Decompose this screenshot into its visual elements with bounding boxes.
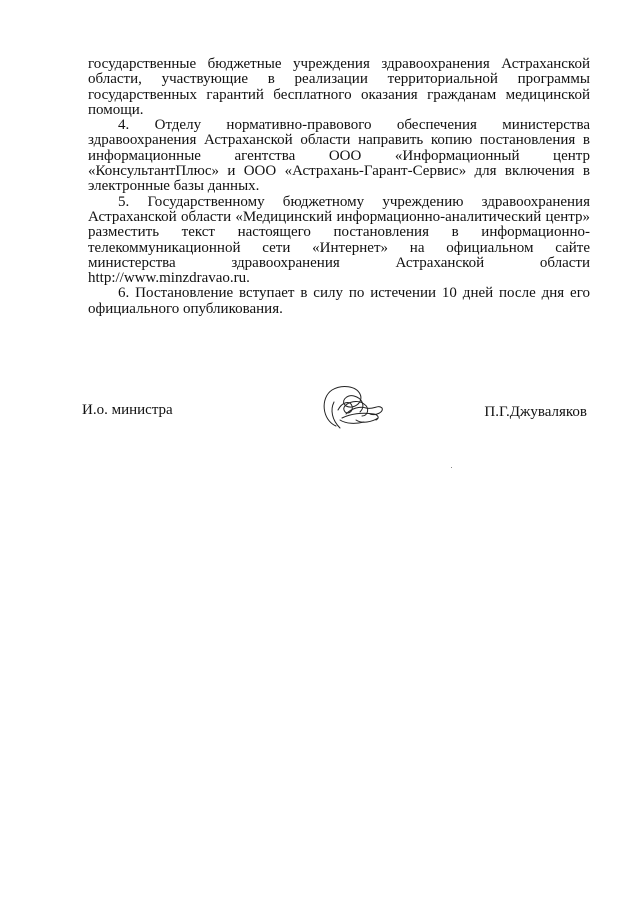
paragraph-item-6: 6. Постановление вступает в силу по истечении 10 дней после дня его официального опубликования. <box>88 285 590 317</box>
paragraph-continuation: государственные бюджетные учреждения здравоохранения Астраханской области, участвующие в реализации территориальной программы государственных гарантий бесплатного оказания гражданам медицинской помощи. <box>88 56 590 118</box>
paragraph-item-4: 4. Отделу нормативно-правового обеспечения министерства здравоохранения Астраханской области направить копию постановления в информационные агентства ООО «Информационный центр «КонсультантПлюс» и ООО «Астрахань-Гарант-Сервис» для включения в электронные базы данных. <box>88 117 590 195</box>
handwritten-signature <box>316 380 388 438</box>
signatory-position: И.о. министра <box>82 402 173 418</box>
signature-block <box>0 380 640 440</box>
signatory-name: П.Г.Джуваляков <box>484 404 587 420</box>
document-body <box>88 57 590 317</box>
scan-speck <box>451 467 452 468</box>
paragraph-item-5: 5. Государственному бюджетному учреждению здравоохранения Астраханской области «Медицинский информационно-аналитический центр» разместить текст настоящего постановления в информационно-телекоммуникационной сети «Интернет» на официальном сайте министерства здравоохранения Астраханской области http://www.minzdravao.ru. <box>88 193 590 287</box>
